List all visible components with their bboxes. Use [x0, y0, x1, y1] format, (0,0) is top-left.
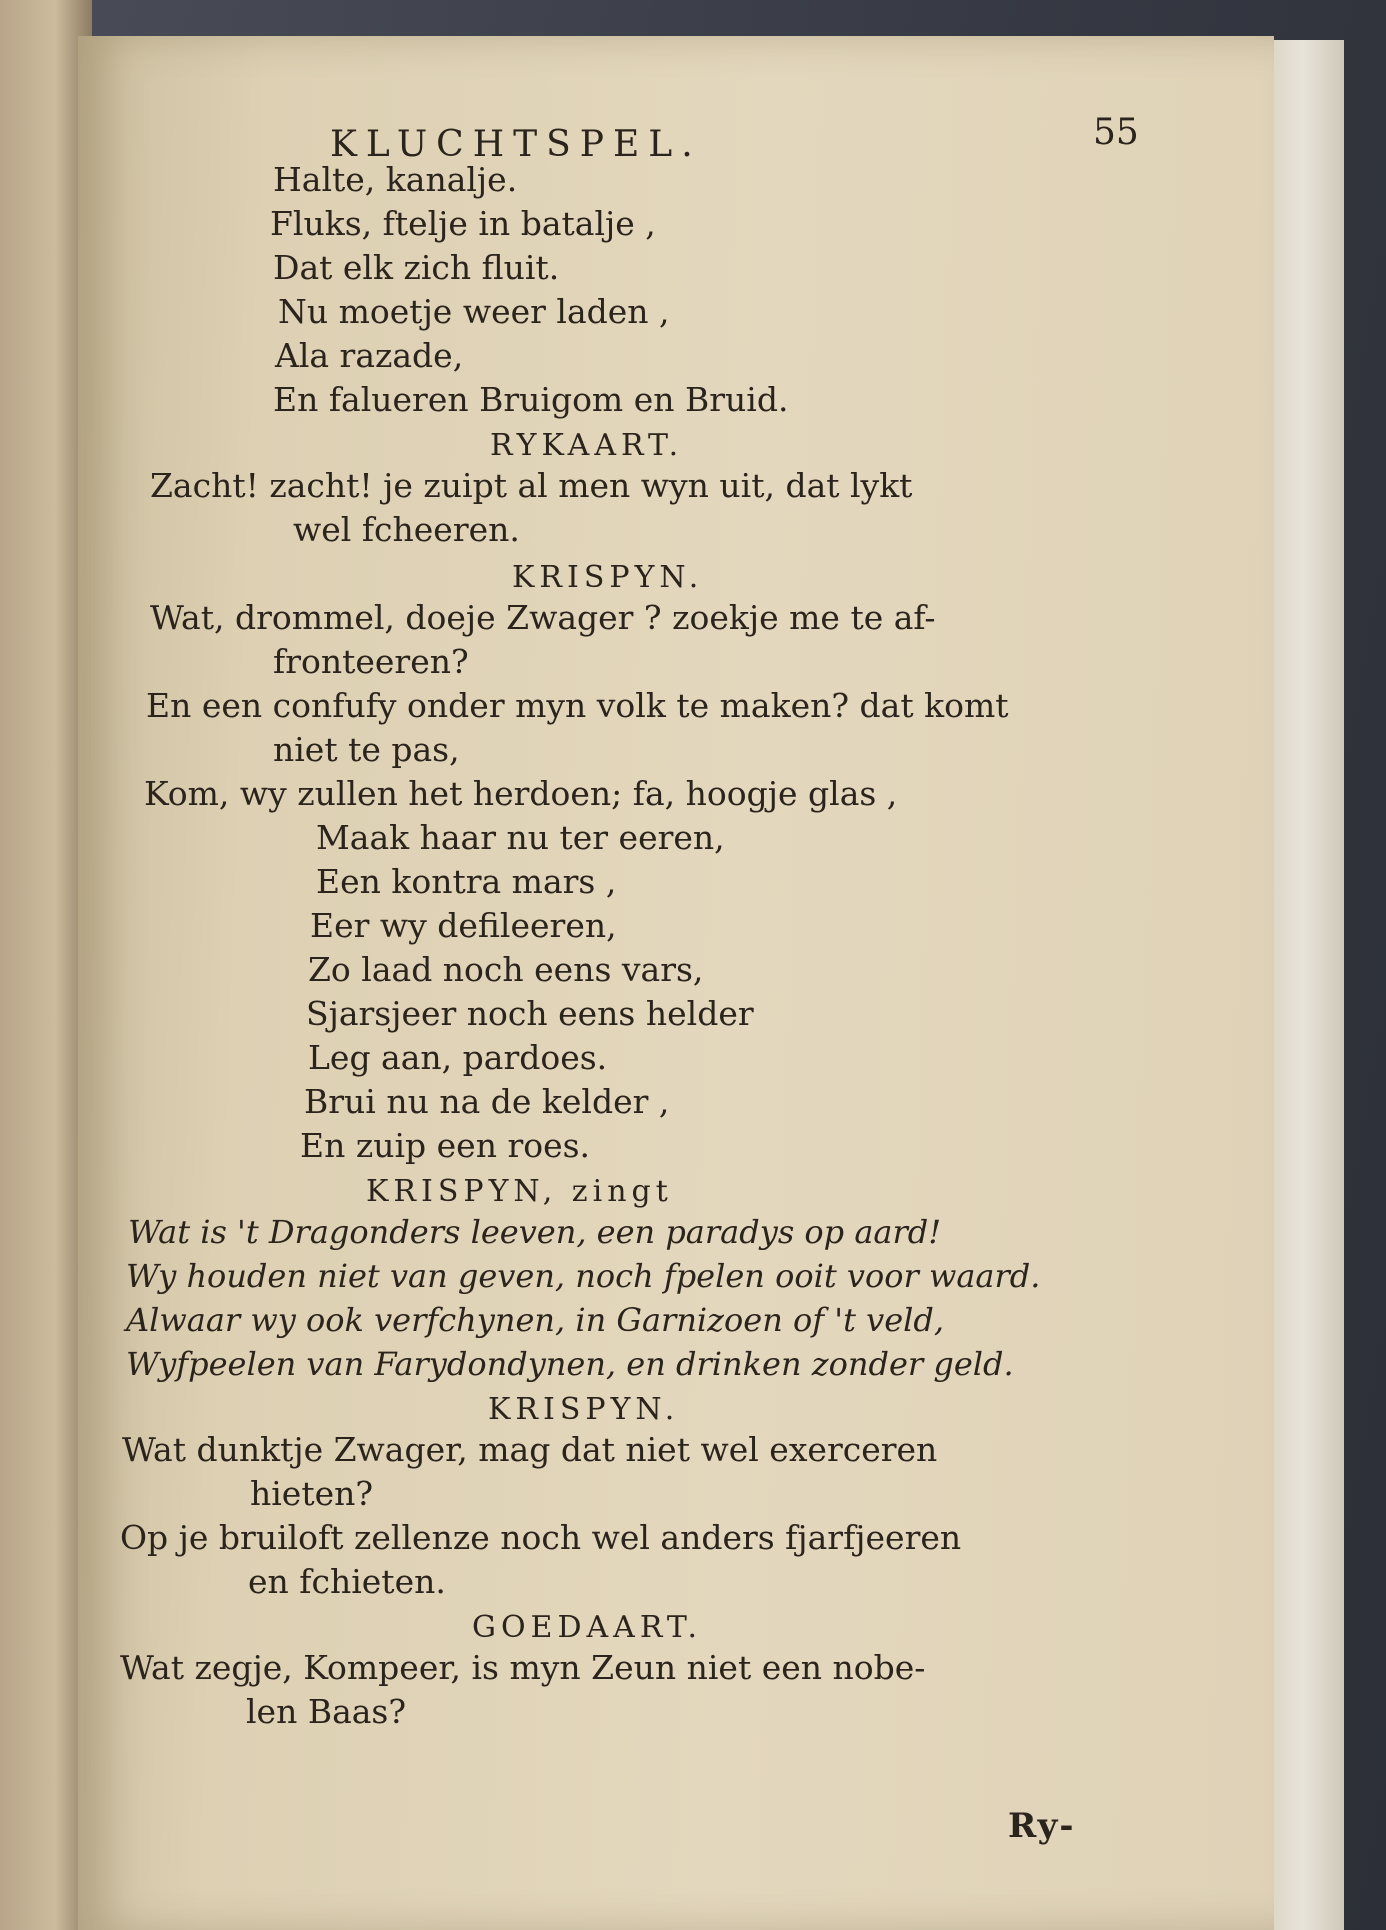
verse-line: Halte, kanalje. — [273, 160, 518, 199]
prose-line: fronteeren? — [273, 642, 469, 681]
verse-line: En falueren Bruigom en Bruid. — [273, 380, 789, 419]
verse-line: Een kontra mars , — [316, 862, 617, 901]
verse-line: Fluks, ftelje in batalje , — [270, 204, 656, 243]
prose-line: wel fcheeren. — [293, 510, 520, 549]
prose-line: Wat dunktje Zwager, mag dat niet wel exerceren — [122, 1430, 938, 1469]
verse-line: En zuip een roes. — [300, 1126, 591, 1165]
prose-line: hieten? — [250, 1474, 374, 1513]
song-line: Wyfpeelen van Farydondynen, en drinken zonder geld. — [126, 1345, 1014, 1383]
prose-line: En een confufy onder myn volk te maken? dat komt — [146, 686, 1009, 725]
prose-line: Wat zegje, Kompeer, is myn Zeun niet een nobe- — [120, 1648, 926, 1687]
prose-line: niet te pas, — [273, 730, 460, 769]
song-line: Wy houden niet van geven, noch fpelen ooit voor waard. — [126, 1257, 1041, 1295]
song-line: Alwaar wy ook verfchynen, in Garnizoen of 't veld, — [126, 1301, 945, 1339]
verse-line: Dat elk zich fluit. — [273, 248, 560, 287]
verse-line: Maak haar nu ter eeren, — [316, 818, 725, 857]
prose-line: Kom, wy zullen het herdoen; fa, hoogje glas , — [144, 774, 898, 813]
page-number: 55 — [1093, 112, 1139, 153]
speaker-name: KRISPYN, zingt — [366, 1174, 673, 1209]
prose-line: Op je bruiloft zellenze noch wel anders fjarfjeeren — [120, 1518, 962, 1557]
prose-line: Zacht! zacht! je zuipt al men wyn uit, dat lykt — [150, 466, 913, 505]
verse-line: Ala razade, — [275, 336, 464, 375]
running-header: KLUCHTSPEL. — [330, 124, 702, 165]
right-page-edges — [1262, 40, 1344, 1930]
page-text — [78, 36, 1274, 1930]
prose-line: en fchieten. — [248, 1562, 446, 1601]
catchword: Ry- — [1008, 1806, 1076, 1846]
verse-line: Brui nu na de kelder , — [304, 1082, 670, 1121]
verse-line: Leg aan, pardoes. — [308, 1038, 608, 1077]
speaker-name: GOEDAART. — [472, 1610, 703, 1645]
verse-line: Nu moetje weer laden , — [278, 292, 670, 331]
speaker-name: KRISPYN. — [512, 560, 704, 595]
verse-line: Sjarsjeer noch eens helder — [306, 994, 754, 1033]
verse-line: Eer wy defileeren, — [310, 906, 617, 945]
speaker-name: KRISPYN. — [488, 1392, 680, 1427]
song-line: Wat is 't Dragonders leeven, een paradys op aard! — [128, 1213, 942, 1251]
prose-line: Wat, drommel, doejе Zwager ? zoekje me te af- — [150, 598, 936, 637]
verse-line: Zo laad noch eens vars, — [308, 950, 704, 989]
book-page — [78, 36, 1274, 1930]
prose-line: len Baas? — [246, 1692, 407, 1731]
speaker-name: RYKAART. — [490, 428, 684, 463]
